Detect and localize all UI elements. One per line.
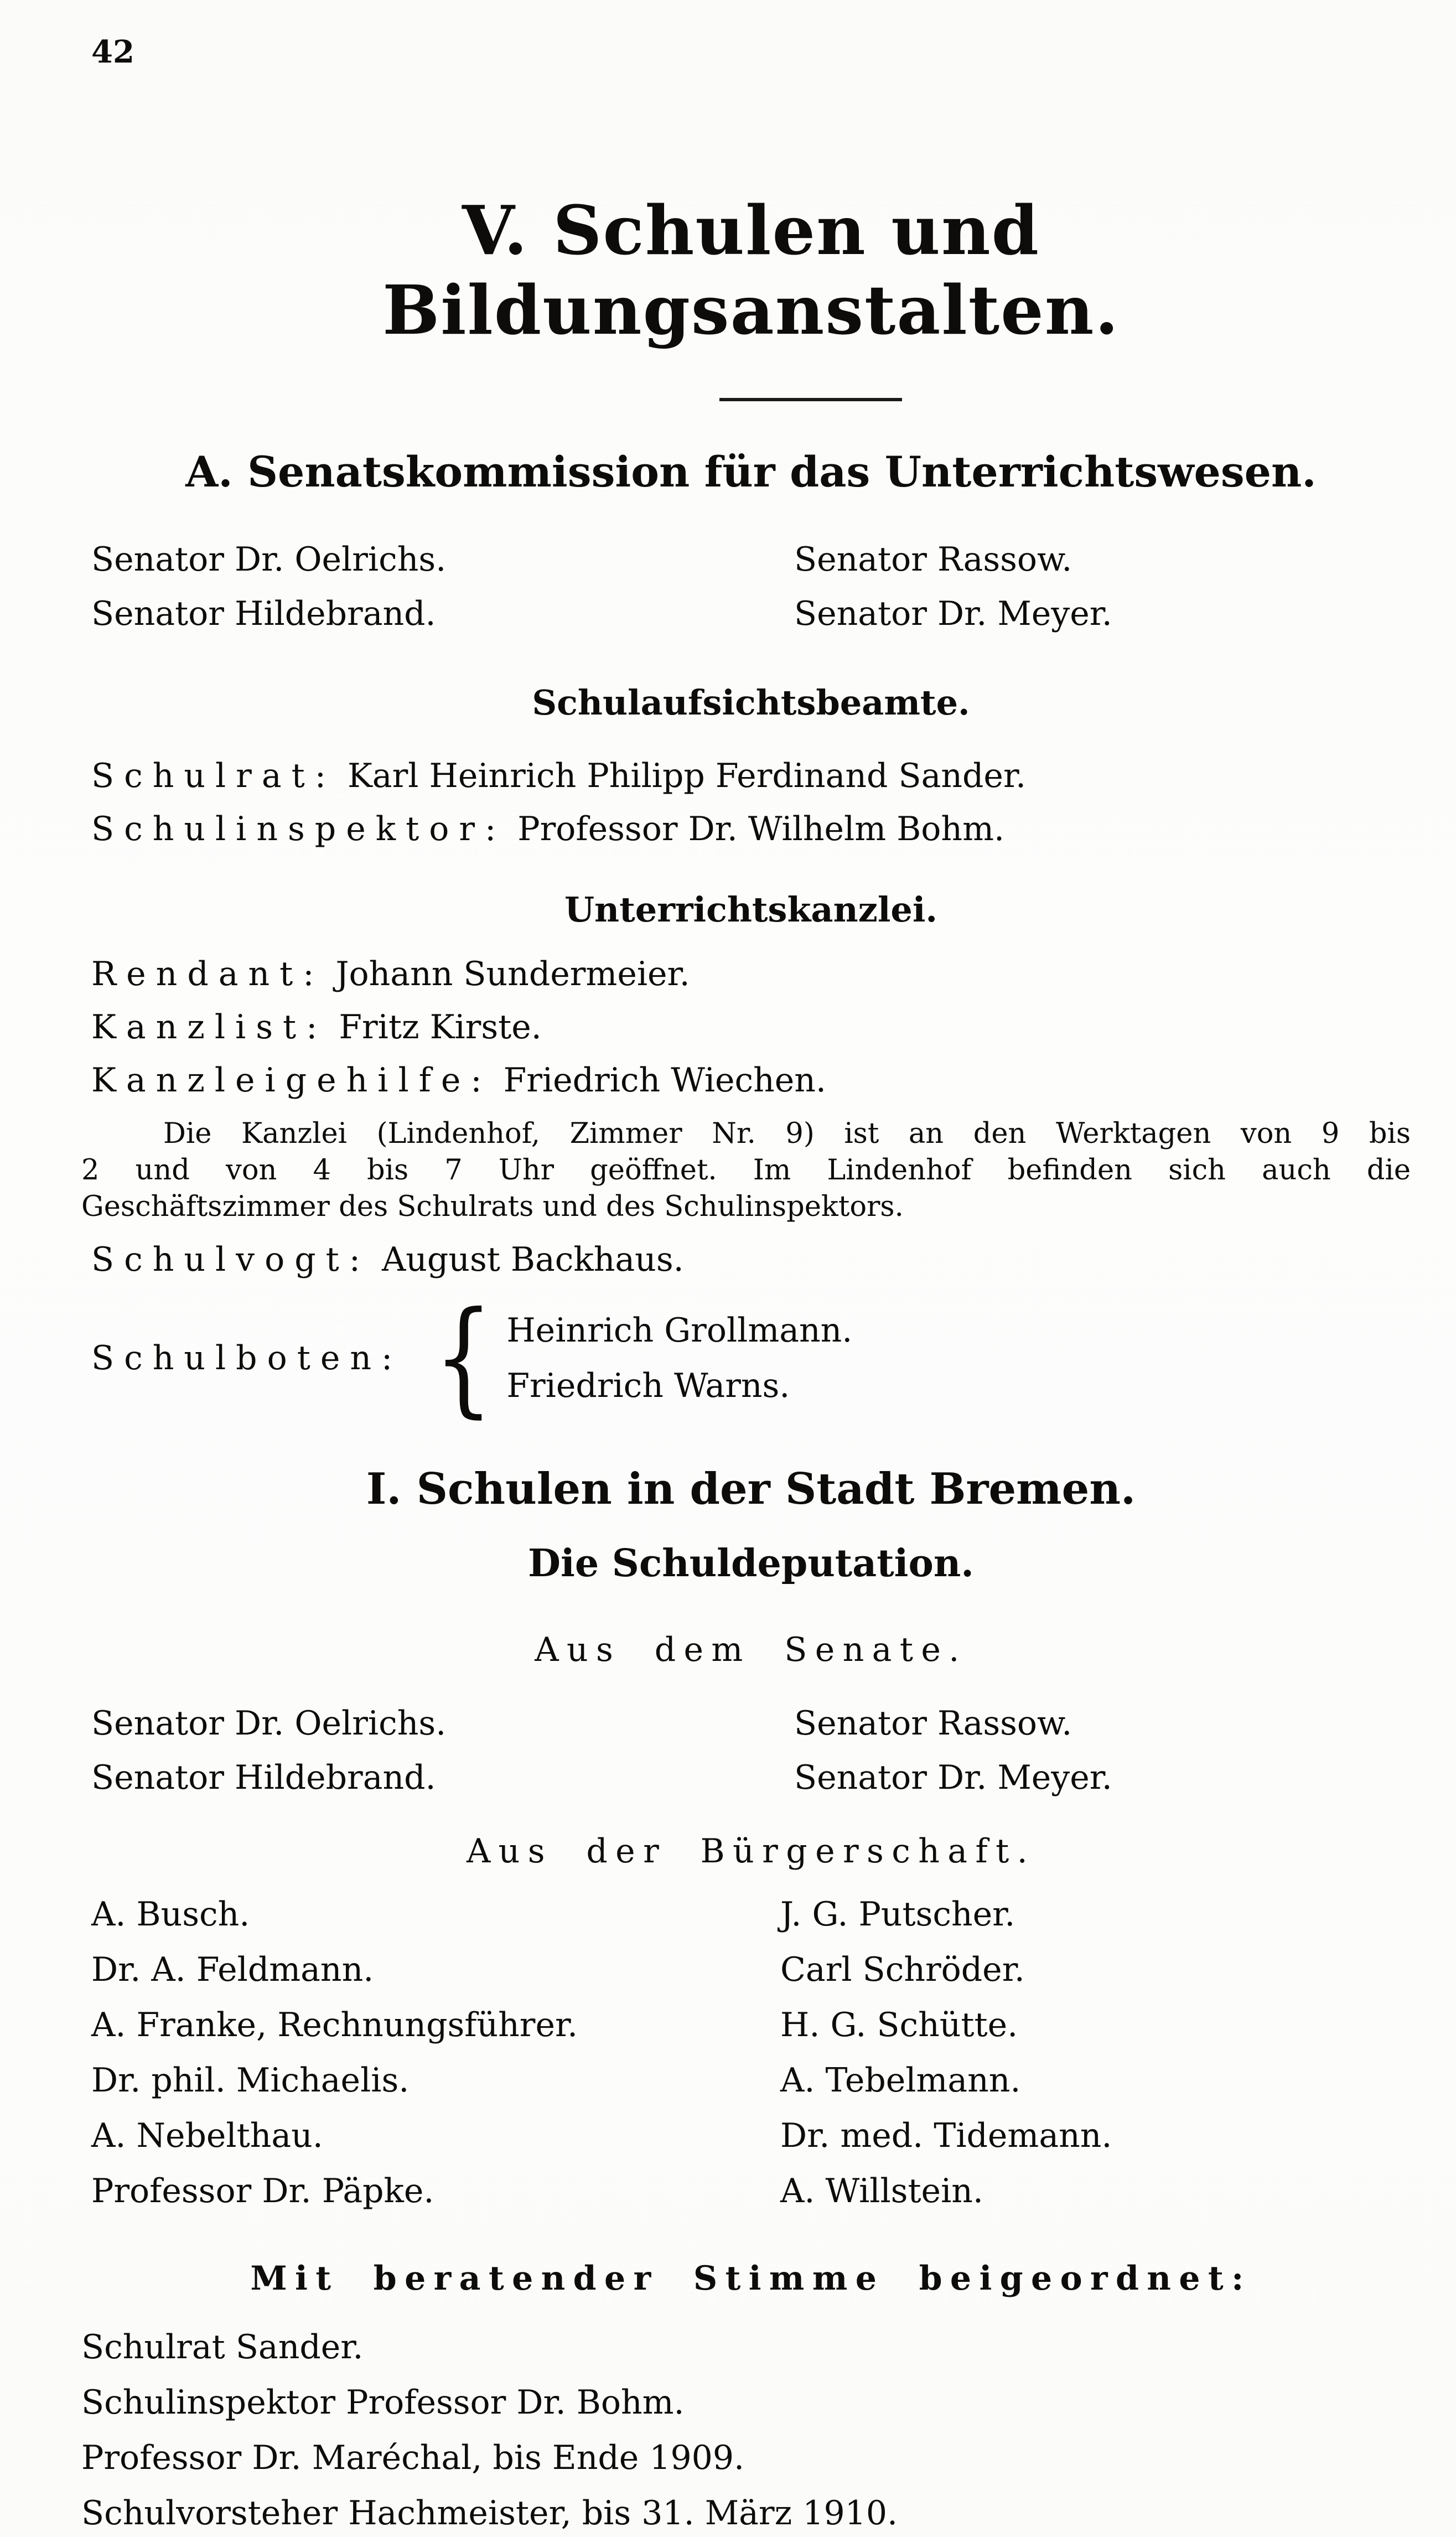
list-item: Schulvorsteher Hachmeister, bis 31. März 1910. [81,2493,898,2533]
list-item: A. Nebelthau. [91,2116,323,2155]
advisory-subheading: Mit beratender Stimme beigeordnet: [250,2259,1252,2298]
deputation-heading: Die Schuldeputation. [528,1541,974,1586]
advisory-list [81,2319,1411,2537]
schulboten-group [91,1285,1411,1431]
page-number: 42 [91,34,134,70]
list-item: Friedrich Warns. [506,1366,790,1405]
kanzlei-note-paragraph [81,1116,1411,1225]
deputation-senate-list [91,1696,1411,1805]
list-item: J. G. Putscher. [780,1894,1015,1934]
role-label: Kanzleigehilfe: [91,1060,492,1100]
list-item: A. Franke, Rechnungsführer. [91,2005,578,2044]
list-item: Heinrich Grollmann. [506,1311,853,1350]
official-line [91,948,1411,1001]
section-a-heading: A. Senatskommission für das Unterrichtswesen. [185,447,1317,496]
list-item: Dr. phil. Michaelis. [91,2060,410,2100]
role-label: Schulboten: [91,1338,403,1378]
list-item: Senator Hildebrand. [91,1758,436,1797]
section-i-heading: I. Schulen in der Stadt Bremen. [366,1463,1136,1514]
list-item: Professor Dr. Maréchal, bis Ende 1909. [81,2438,745,2477]
role-label: Kanzlist: [91,1007,328,1047]
kanzlei-heading: Unterrichtskanzlei. [564,889,938,930]
role-label: Rendant: [91,954,324,993]
role-label: Schulvogt: [91,1240,370,1279]
official-line [91,749,1411,802]
list-item: Senator Rassow. [794,1704,1072,1743]
list-item: Carl Schröder. [780,1950,1025,1989]
list-item: Schulinspektor Professor Dr. Bohm. [81,2383,685,2422]
note-line: Die Kanzlei (Lindenhof, Zimmer Nr. 9) ist an den Werktagen von 9 bis [163,1117,1411,1150]
role-value: Professor Dr. Wilhelm Bohm. [517,809,1005,848]
list-item: Senator Dr. Meyer. [794,1758,1112,1797]
aufsicht-lines [91,749,1411,856]
list-item: Senator Dr. Meyer. [794,594,1112,633]
senate-subheading: Aus dem Senate. [535,1630,967,1669]
list-item: Professor Dr. Päpke. [91,2171,434,2210]
list-item: Senator Dr. Oelrichs. [91,1704,447,1743]
commission-senators-list [91,532,1411,641]
role-label: Schulrat: [91,756,336,795]
official-line [91,1054,1411,1107]
list-item: Dr. A. Feldmann. [91,1950,374,1989]
aufsicht-heading: Schulaufsichtsbeamte. [532,682,970,723]
list-item: A. Tebelmann. [780,2060,1021,2100]
role-value: Friedrich Wiechen. [503,1060,826,1100]
list-item: H. G. Schütte. [780,2005,1018,2044]
official-line [91,1001,1411,1054]
title-divider-rule [719,398,902,401]
list-item: A. Busch. [91,1894,250,1934]
list-item: Senator Dr. Oelrichs. [91,540,447,579]
buergerschaft-list [91,1887,1411,2219]
role-value: Karl Heinrich Philipp Ferdinand Sander. [347,756,1027,795]
role-value: August Backhaus. [381,1240,684,1279]
buergerschaft-subheading: Aus der Bürgerschaft. [466,1831,1036,1871]
list-item: Senator Rassow. [794,540,1072,579]
role-value: Johann Sundermeier. [335,954,690,993]
list-item: A. Willstein. [780,2171,983,2210]
left-brace-glyph: { [434,1285,494,1431]
kanzlei-lines [91,948,1411,1107]
note-line: 2 und von 4 bis 7 Uhr geöffnet. Im Lindenhof befinden sich auch die [81,1153,1411,1187]
role-label: Schulinspektor: [91,809,506,848]
list-item: Dr. med. Tidemann. [780,2116,1112,2155]
note-line: Geschäftszimmer des Schulrats und des Schulinspektors. [81,1190,904,1223]
official-line [91,802,1411,856]
schulboten-names [506,1303,852,1414]
role-value: Fritz Kirste. [339,1007,542,1047]
list-item: Senator Hildebrand. [91,594,436,633]
schulvogt-line [91,1233,1411,1286]
list-item: Schulrat Sander. [81,2327,364,2367]
chapter-title: V. Schulen und Bildungsanstalten. [382,190,1120,350]
